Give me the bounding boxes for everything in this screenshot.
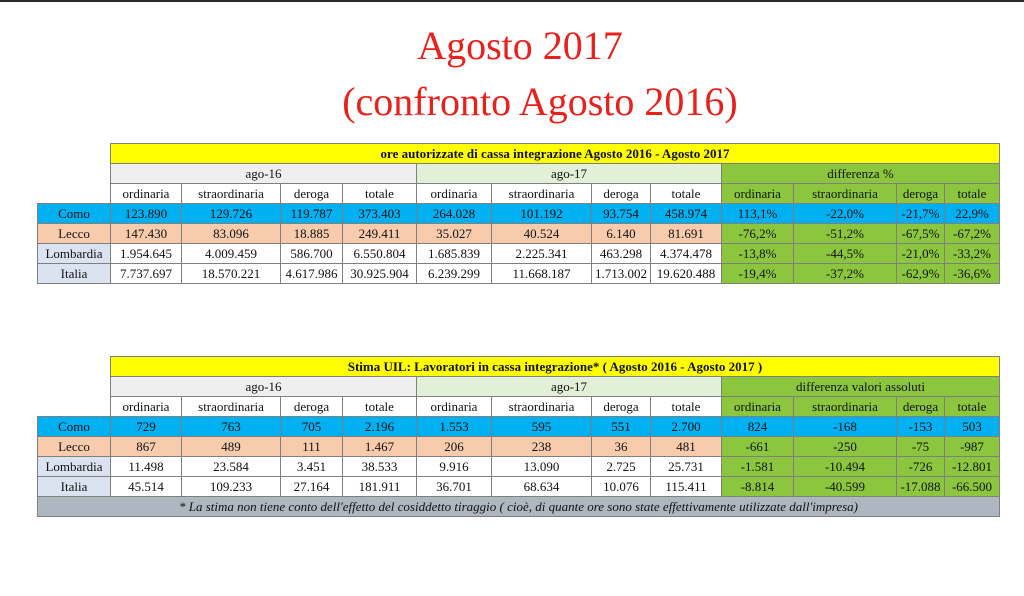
group-header-diff: differenza % <box>722 164 1000 184</box>
table-cell: 25.731 <box>651 457 722 477</box>
row-label: Como <box>38 204 111 224</box>
table-cell: 249.411 <box>343 224 417 244</box>
table-cell: 123.890 <box>111 204 182 224</box>
table-cell: 23.584 <box>182 457 281 477</box>
row-label: Lombardia <box>38 244 111 264</box>
page-subtitle: (confronto Agosto 2016) <box>342 79 738 124</box>
table-cell: -76,2% <box>722 224 794 244</box>
row-label: Lecco <box>38 437 111 457</box>
row-label: Italia <box>38 264 111 284</box>
table-cell: -62,9% <box>897 264 945 284</box>
table-cell: 11.498 <box>111 457 182 477</box>
blank-cell <box>38 397 111 417</box>
table-cell: 68.634 <box>492 477 592 497</box>
table-cell: -10.494 <box>794 457 897 477</box>
blank-cell <box>38 164 111 184</box>
table-cell: 36 <box>592 437 651 457</box>
table-cell: 586.700 <box>281 244 343 264</box>
table-cell: 18.885 <box>281 224 343 244</box>
row-label: Lecco <box>38 224 111 244</box>
table-cell: 40.524 <box>492 224 592 244</box>
table-cell: 113,1% <box>722 204 794 224</box>
table-cell: -13,8% <box>722 244 794 264</box>
column-header: ordinaria <box>722 184 794 204</box>
table-cell: -987 <box>945 437 1000 457</box>
table-row <box>38 204 1000 224</box>
column-header: deroga <box>592 184 651 204</box>
table-cell: 83.096 <box>182 224 281 244</box>
table-row <box>38 457 1000 477</box>
table-cell: -67,5% <box>897 224 945 244</box>
table-cell: 705 <box>281 417 343 437</box>
table-cell: -168 <box>794 417 897 437</box>
table-cell: 119.787 <box>281 204 343 224</box>
table-cell: -17.088 <box>897 477 945 497</box>
table-row <box>38 437 1000 457</box>
table-cell: 867 <box>111 437 182 457</box>
table-cell: 238 <box>492 437 592 457</box>
table-cell: 1.954.645 <box>111 244 182 264</box>
table-cell: 109.233 <box>182 477 281 497</box>
column-header: totale <box>945 184 1000 204</box>
table-row <box>38 264 1000 284</box>
table-cell: 13.090 <box>492 457 592 477</box>
group-header-ago16: ago-16 <box>111 164 417 184</box>
table-cell: 481 <box>651 437 722 457</box>
blank-cell <box>38 184 111 204</box>
table-cell: 18.570.221 <box>182 264 281 284</box>
table-cell: 81.691 <box>651 224 722 244</box>
page-title: Agosto 2017 <box>417 23 623 68</box>
table-cell: 7.737.697 <box>111 264 182 284</box>
table-cell: 181.911 <box>343 477 417 497</box>
table-cell: 1.685.839 <box>417 244 492 264</box>
table-cell: -8.814 <box>722 477 794 497</box>
column-header: deroga <box>897 397 945 417</box>
table-cell: 595 <box>492 417 592 437</box>
table-cell: 93.754 <box>592 204 651 224</box>
column-header: totale <box>945 397 1000 417</box>
table-row <box>38 417 1000 437</box>
table-cell: 1.553 <box>417 417 492 437</box>
table-cell: 4.009.459 <box>182 244 281 264</box>
table-cell: 22,9% <box>945 204 1000 224</box>
top-border-line <box>0 0 1024 2</box>
table-cell: 27.164 <box>281 477 343 497</box>
column-header: straordinaria <box>794 184 897 204</box>
table-banner: Stima UIL: Lavoratori in cassa integrazione* ( Agosto 2016 - Agosto 2017 ) <box>111 357 1000 377</box>
table-cell: 4.617.986 <box>281 264 343 284</box>
table-cell: 10.076 <box>592 477 651 497</box>
table-cell: -153 <box>897 417 945 437</box>
table-cell: 824 <box>722 417 794 437</box>
table-cell: 503 <box>945 417 1000 437</box>
table-cell: -67,2% <box>945 224 1000 244</box>
table-cell: 2.700 <box>651 417 722 437</box>
group-header-diff: differenza valori assoluti <box>722 377 1000 397</box>
table-cell: 206 <box>417 437 492 457</box>
column-header: totale <box>343 397 417 417</box>
table-cell: 458.974 <box>651 204 722 224</box>
table-cell: -250 <box>794 437 897 457</box>
table-cell: 101.192 <box>492 204 592 224</box>
table-cell: -36,6% <box>945 264 1000 284</box>
table-cell: -726 <box>897 457 945 477</box>
table-cell: -37,2% <box>794 264 897 284</box>
table-cell: 729 <box>111 417 182 437</box>
table-banner: ore autorizzate di cassa integrazione Agosto 2016 - Agosto 2017 <box>111 144 1000 164</box>
table-cell: -19,4% <box>722 264 794 284</box>
table-row <box>38 244 1000 264</box>
column-header: ordinaria <box>111 184 182 204</box>
blank-cell <box>38 357 111 377</box>
table-row <box>38 477 1000 497</box>
table-cell: 1.467 <box>343 437 417 457</box>
table-cell: 6.550.804 <box>343 244 417 264</box>
column-header: ordinaria <box>111 397 182 417</box>
table-cell: 38.533 <box>343 457 417 477</box>
footnote: * La stima non tiene conto dell'effetto del cosiddetto tiraggio ( cioè, di quante ore sono state effettivamente utilizzate dall'impresa) <box>38 497 1000 517</box>
column-header: totale <box>651 184 722 204</box>
table-cell: 1.713.002 <box>592 264 651 284</box>
table-cell: -33,2% <box>945 244 1000 264</box>
table-row <box>38 224 1000 244</box>
table-cell: 45.514 <box>111 477 182 497</box>
table-cell: 373.403 <box>343 204 417 224</box>
table-cell: -44,5% <box>794 244 897 264</box>
table-cell: 763 <box>182 417 281 437</box>
column-header: totale <box>651 397 722 417</box>
table-cell: 2.225.341 <box>492 244 592 264</box>
table-cell: 115.411 <box>651 477 722 497</box>
column-header: straordinaria <box>182 184 281 204</box>
table-cell: 6.239.299 <box>417 264 492 284</box>
column-header: straordinaria <box>492 184 592 204</box>
table-cell: 264.028 <box>417 204 492 224</box>
table-cell: 111 <box>281 437 343 457</box>
row-label: Lombardia <box>38 457 111 477</box>
workers-table <box>37 356 1000 517</box>
table-cell: 11.668.187 <box>492 264 592 284</box>
table-cell: 4.374.478 <box>651 244 722 264</box>
table-cell: -22,0% <box>794 204 897 224</box>
group-header-ago17: ago-17 <box>417 164 722 184</box>
table-cell: -51,2% <box>794 224 897 244</box>
table-cell: -40.599 <box>794 477 897 497</box>
column-header: deroga <box>897 184 945 204</box>
column-header: straordinaria <box>492 397 592 417</box>
table-cell: 6.140 <box>592 224 651 244</box>
column-header: ordinaria <box>417 184 492 204</box>
column-header: deroga <box>592 397 651 417</box>
table-cell: 129.726 <box>182 204 281 224</box>
table-cell: 19.620.488 <box>651 264 722 284</box>
column-header: deroga <box>281 397 343 417</box>
row-label: Como <box>38 417 111 437</box>
table-cell: -21,0% <box>897 244 945 264</box>
table-cell: 35.027 <box>417 224 492 244</box>
table-cell: 36.701 <box>417 477 492 497</box>
table-cell: -75 <box>897 437 945 457</box>
blank-cell <box>38 144 111 164</box>
table-cell: 3.451 <box>281 457 343 477</box>
table-cell: 2.196 <box>343 417 417 437</box>
table-cell: -661 <box>722 437 794 457</box>
table-cell: 30.925.904 <box>343 264 417 284</box>
blank-cell <box>38 377 111 397</box>
column-header: ordinaria <box>722 397 794 417</box>
table-cell: -12.801 <box>945 457 1000 477</box>
table-cell: 147.430 <box>111 224 182 244</box>
column-header: totale <box>343 184 417 204</box>
table-cell: 2.725 <box>592 457 651 477</box>
group-header-ago16: ago-16 <box>111 377 417 397</box>
table-cell: -21,7% <box>897 204 945 224</box>
column-header: straordinaria <box>794 397 897 417</box>
table-cell: 551 <box>592 417 651 437</box>
column-header: ordinaria <box>417 397 492 417</box>
hours-table <box>37 143 1000 284</box>
table-cell: -66.500 <box>945 477 1000 497</box>
table-cell: 463.298 <box>592 244 651 264</box>
column-header: deroga <box>281 184 343 204</box>
row-label: Italia <box>38 477 111 497</box>
group-header-ago17: ago-17 <box>417 377 722 397</box>
column-header: straordinaria <box>182 397 281 417</box>
table-cell: 9.916 <box>417 457 492 477</box>
table-cell: -1.581 <box>722 457 794 477</box>
table-cell: 489 <box>182 437 281 457</box>
